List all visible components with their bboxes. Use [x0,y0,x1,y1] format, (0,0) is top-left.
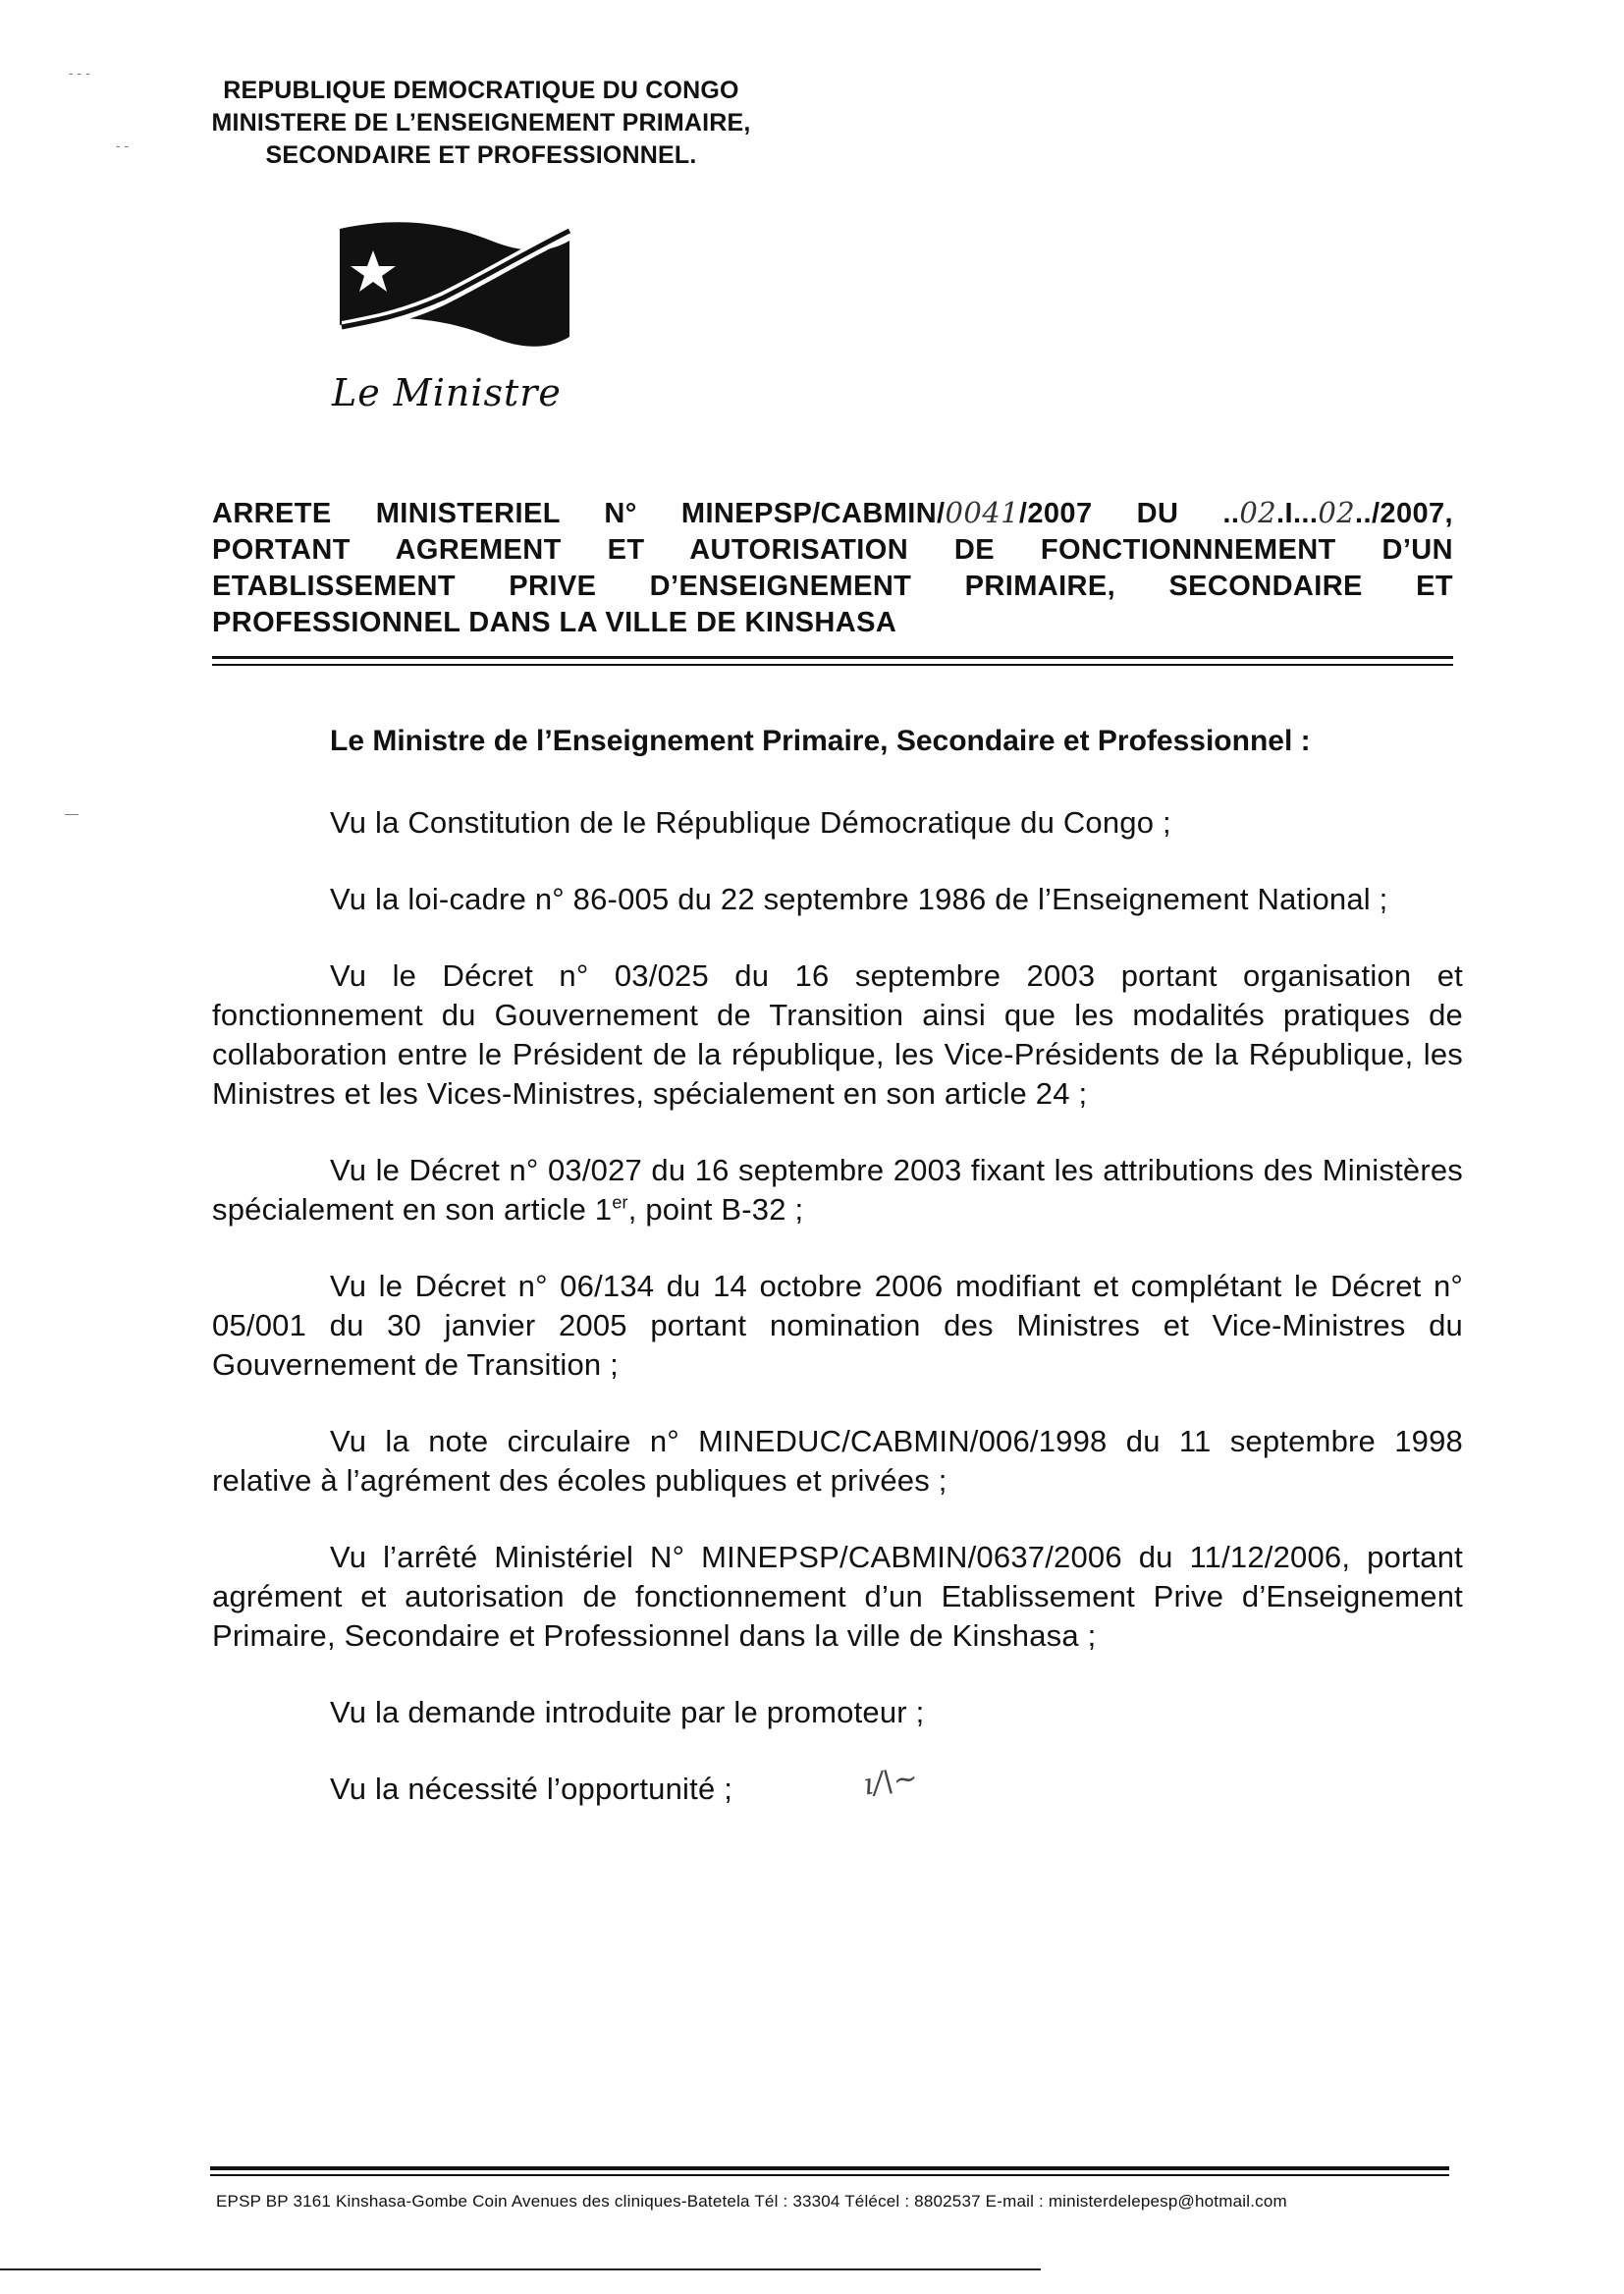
scan-bottom-edge [0,2268,1041,2270]
decree-reference-prefix: ARRETE MINISTERIEL N° MINEPSP/CABMIN/ [212,498,946,529]
considerant-demande: Vu la demande introduite par le promoteur ; [330,1695,925,1729]
scan-artifact: ‐ ‐ [116,137,130,153]
considerant-arrete-0637: Vu l’arrêté Ministériel N° MINEPSP/CABMIN/0637/2006 du 11/12/2006, portant agrément et autorisation de fonctionnement d’un Etablissement Prive d’Enseignement Primaire, Secondaire et Professionnel dans la ville de Kinshasa ; [212,1540,1463,1653]
title-divider-thin [212,664,1453,666]
handwritten-month: 02 [1318,496,1356,529]
considerant-decret-06-134: Vu le Décret n° 06/134 du 14 octobre 2006 modifiant et complétant le Décret n° 05/001 du 30 janvier 2005 portant nomination des Ministres et Vice-Ministres du Gouvernement de Transition ; [212,1269,1463,1382]
considerant-text-end: , point B-32 ; [627,1192,804,1227]
footer-divider-thick [210,2166,1449,2170]
scan-artifact: - ‐ ‐ [69,65,90,81]
letterhead [167,75,795,172]
decree-title-line-1 [212,495,1453,532]
decree-date-separator: .I... [1276,498,1319,529]
decree-reference-mid: /2007 DU .. [1018,498,1240,529]
considerant-decret-03-027 [212,1151,1463,1229]
considerant-constitution: Vu la Constitution de le République Démocratique du Congo ; [330,805,1171,840]
decree-body [212,723,1463,1847]
decree-year: ../2007, [1355,498,1453,529]
drc-flag-icon [334,211,574,358]
decree-title-line-4: PROFESSIONNEL DANS LA VILLE DE KINSHASA [212,607,897,638]
body-intro: Le Ministre de l’Enseignement Primaire, Secondaire et Professionnel : [330,725,1311,757]
considerant-text: Vu le Décret n° 03/027 du 16 septembre 2003 fixant les attributions des Ministères spécialement en son article 1 [212,1153,1463,1227]
footer-contact: EPSP BP 3161 Kinshasa-Gombe Coin Avenues des cliniques-Batetela Tél : 33304 Télécel : 8802537 E-mail : ministerdelepesp@hotmail.com [216,2192,1287,2211]
handwritten-day: 02 [1239,496,1277,529]
considerant-necessite [212,1760,1463,1810]
handwritten-decree-number: 0041 [945,496,1019,529]
minister-title: Le Ministre [332,371,562,414]
letterhead-ministry-cont: SECONDAIRE ET PROFESSIONNEL. [265,141,697,169]
considerant-loi-cadre: Vu la loi-cadre n° 86-005 du 22 septembre 1986 de l’Enseignement National ; [330,882,1388,916]
decree-title-line-3: ETABLISSEMENT PRIVE D’ENSEIGNEMENT PRIMAIRE, SECONDAIRE ET [212,571,1453,602]
decree-title-line-2: PORTANT AGREMENT ET AUTORISATION DE FONCTIONNNEMENT D’UN [212,534,1453,566]
title-divider-thick [212,656,1453,659]
considerant-note-circulaire: Vu la note circulaire n° MINEDUC/CABMIN/006/1998 du 11 septembre 1998 relative à l’agrément des écoles publiques et privées ; [212,1424,1463,1498]
letterhead-ministry: MINISTERE DE L’ENSEIGNEMENT PRIMAIRE, [211,109,751,137]
handwritten-initials: ı/\~ [861,1760,921,1803]
considerant-necessite-text: Vu la nécessité l’opportunité ; [330,1772,733,1806]
letterhead-country: REPUBLIQUE DEMOCRATIQUE DU CONGO [223,77,739,104]
decree-title [212,495,1453,641]
superscript: er [612,1192,628,1213]
footer-divider-thin [210,2174,1449,2176]
scan-artifact: — [65,805,79,821]
considerant-decret-03-025: Vu le Décret n° 03/025 du 16 septembre 2003 portant organisation et fonctionnement du Gouvernement de Transition ainsi que les modalités pratiques de collaboration entre le Président de la république, les Vice-Présidents de la République, les Ministres et les Vices-Ministres, spécialement en son article 24 ; [212,958,1463,1111]
